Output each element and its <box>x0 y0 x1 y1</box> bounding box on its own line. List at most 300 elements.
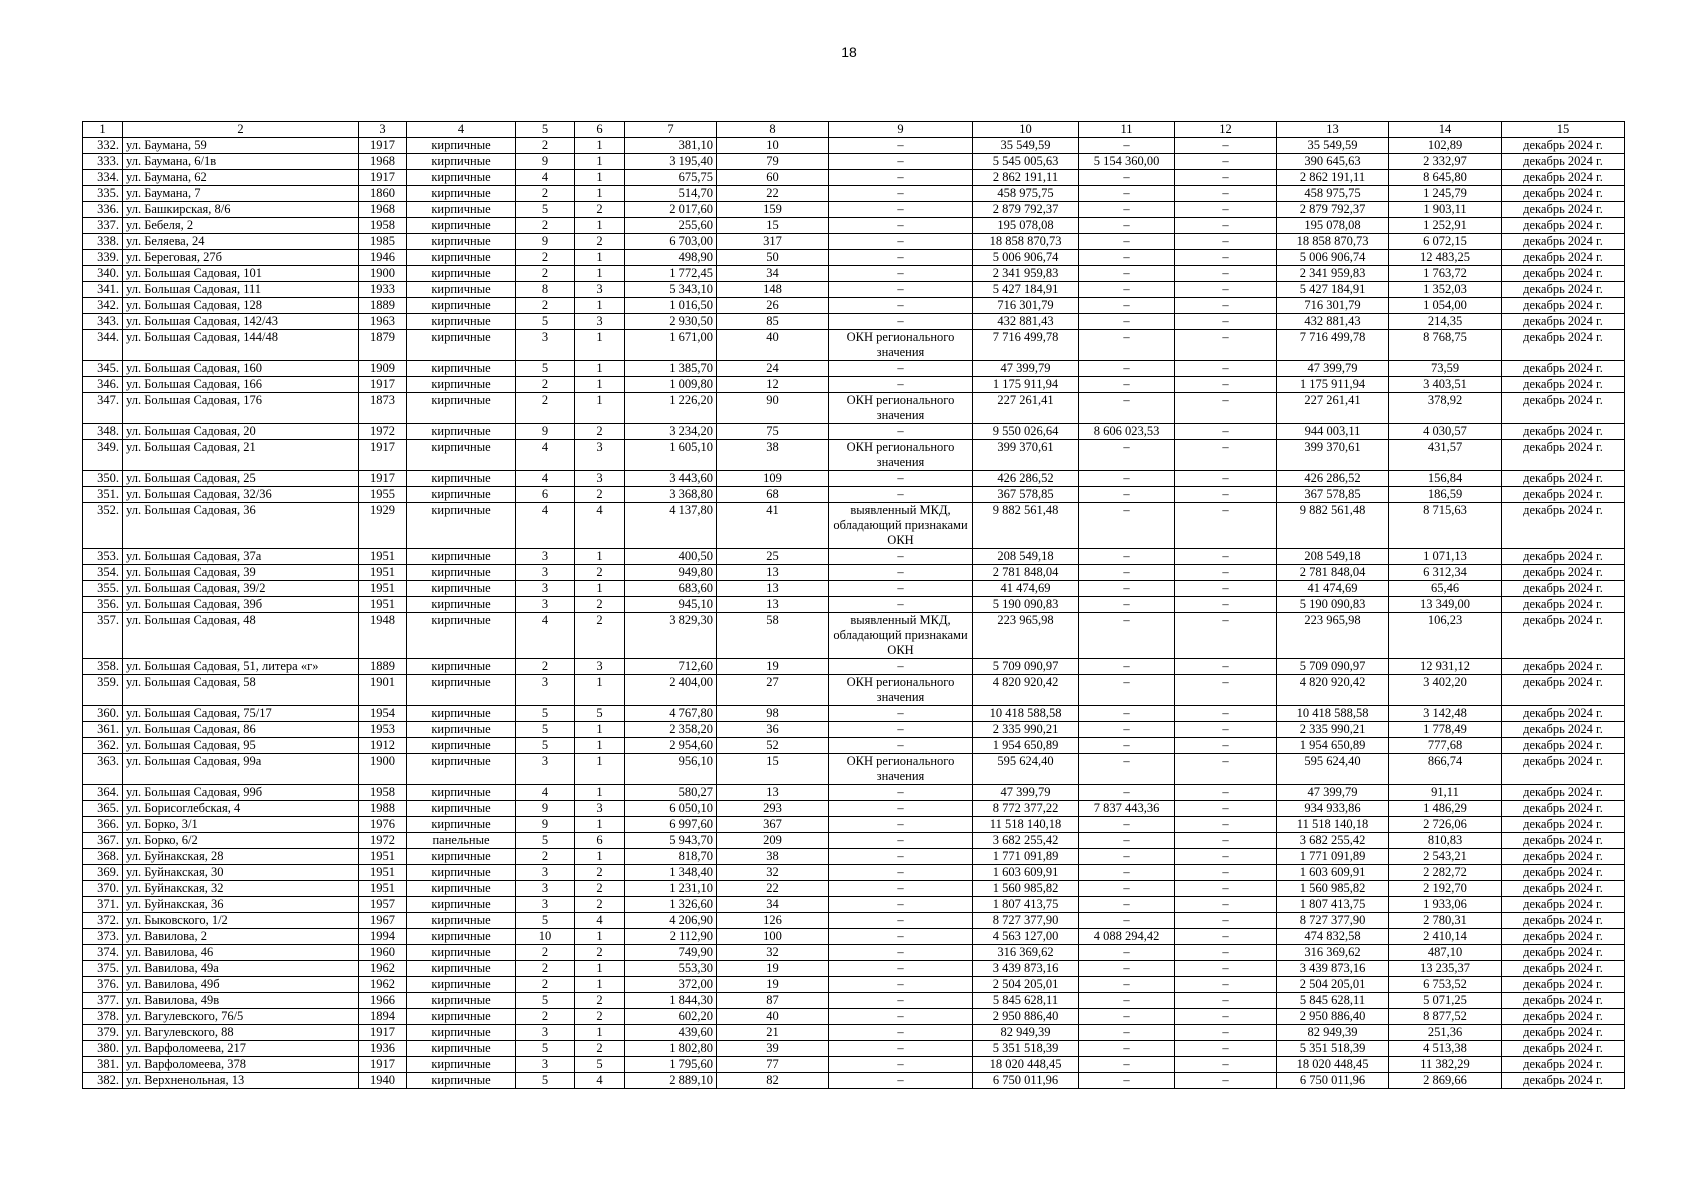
floors-cell: 2 <box>516 945 575 961</box>
floors-cell: 8 <box>516 282 575 298</box>
heritage-status-cell: – <box>829 218 973 234</box>
entrances-cell: 1 <box>575 170 625 186</box>
deadline-cell: декабрь 2024 г. <box>1502 298 1625 314</box>
heritage-status-cell: – <box>829 1009 973 1025</box>
table-row <box>83 613 1625 659</box>
address-cell: ул. Большая Садовая, 144/48 <box>123 330 359 361</box>
entrances-cell: 1 <box>575 754 625 785</box>
wall-material-cell: кирпичные <box>407 1057 516 1073</box>
cost-per-sqm-cell: 4 513,38 <box>1389 1041 1502 1057</box>
area-cell: 602,20 <box>625 1009 717 1025</box>
floors-cell: 2 <box>516 266 575 282</box>
address-cell: ул. Варфоломеева, 378 <box>123 1057 359 1073</box>
build-year-cell: 1909 <box>359 361 407 377</box>
address-cell: ул. Большая Садовая, 99а <box>123 754 359 785</box>
row-number-cell: 367. <box>83 833 123 849</box>
cost-other-cell: – <box>1175 330 1277 361</box>
floors-cell: 2 <box>516 393 575 424</box>
heritage-status-cell: – <box>829 234 973 250</box>
deadline-cell: декабрь 2024 г. <box>1502 1073 1625 1089</box>
header-cell-wall-material: 4 <box>407 122 516 138</box>
address-cell: ул. Большая Садовая, 32/36 <box>123 487 359 503</box>
entrances-cell: 1 <box>575 377 625 393</box>
cost-fund-cell: 8 606 023,53 <box>1079 424 1175 440</box>
area-cell: 2 112,90 <box>625 929 717 945</box>
build-year-cell: 1954 <box>359 706 407 722</box>
cost-fund-cell: – <box>1079 377 1175 393</box>
row-number-cell: 378. <box>83 1009 123 1025</box>
heritage-status-cell: – <box>829 801 973 817</box>
row-number-cell: 364. <box>83 785 123 801</box>
heritage-status-cell: выявленный МКД, обладающий признаками ОКН <box>829 613 973 659</box>
row-number-cell: 351. <box>83 487 123 503</box>
table-row <box>83 1025 1625 1041</box>
entrances-cell: 2 <box>575 424 625 440</box>
address-cell: ул. Большая Садовая, 128 <box>123 298 359 314</box>
entrances-cell: 1 <box>575 785 625 801</box>
heritage-status-cell: – <box>829 722 973 738</box>
cost-other-cell: – <box>1175 597 1277 613</box>
cost-per-sqm-cell: 3 403,51 <box>1389 377 1502 393</box>
area-cell: 1 009,80 <box>625 377 717 393</box>
table-row <box>83 266 1625 282</box>
table-row <box>83 549 1625 565</box>
build-year-cell: 1917 <box>359 377 407 393</box>
wall-material-cell: кирпичные <box>407 754 516 785</box>
build-year-cell: 1948 <box>359 613 407 659</box>
cost-other-cell: – <box>1175 913 1277 929</box>
floors-cell: 2 <box>516 218 575 234</box>
entrances-cell: 3 <box>575 314 625 330</box>
cost-other-cell: – <box>1175 424 1277 440</box>
cost-remaining-cell: 5 427 184,91 <box>1277 282 1389 298</box>
row-number-cell: 339. <box>83 250 123 266</box>
cost-fund-cell: – <box>1079 785 1175 801</box>
heritage-status-cell: – <box>829 993 973 1009</box>
cost-fund-cell: – <box>1079 549 1175 565</box>
cost-total-cell: 5 845 628,11 <box>973 993 1079 1009</box>
header-cell-row-number: 1 <box>83 122 123 138</box>
floors-cell: 9 <box>516 817 575 833</box>
cost-per-sqm-cell: 777,68 <box>1389 738 1502 754</box>
address-cell: ул. Баумана, 6/1в <box>123 154 359 170</box>
cost-total-cell: 1 807 413,75 <box>973 897 1079 913</box>
header-cell-cost-total: 10 <box>973 122 1079 138</box>
entrances-cell: 2 <box>575 202 625 218</box>
build-year-cell: 1972 <box>359 424 407 440</box>
address-cell: ул. Большая Садовая, 39б <box>123 597 359 613</box>
entrances-cell: 1 <box>575 722 625 738</box>
cost-other-cell: – <box>1175 801 1277 817</box>
floors-cell: 5 <box>516 314 575 330</box>
deadline-cell: декабрь 2024 г. <box>1502 613 1625 659</box>
heritage-status-cell: – <box>829 738 973 754</box>
row-number-cell: 365. <box>83 801 123 817</box>
heritage-status-cell: – <box>829 471 973 487</box>
area-cell: 1 795,60 <box>625 1057 717 1073</box>
floors-cell: 4 <box>516 170 575 186</box>
cost-total-cell: 8 727 377,90 <box>973 913 1079 929</box>
entrances-cell: 1 <box>575 154 625 170</box>
entrances-cell: 1 <box>575 961 625 977</box>
heritage-status-cell: – <box>829 282 973 298</box>
residents-cell: 41 <box>717 503 829 549</box>
row-number-cell: 352. <box>83 503 123 549</box>
floors-cell: 2 <box>516 377 575 393</box>
build-year-cell: 1985 <box>359 234 407 250</box>
area-cell: 2 954,60 <box>625 738 717 754</box>
wall-material-cell: кирпичные <box>407 424 516 440</box>
residents-cell: 38 <box>717 440 829 471</box>
deadline-cell: декабрь 2024 г. <box>1502 881 1625 897</box>
heritage-status-cell: – <box>829 865 973 881</box>
entrances-cell: 2 <box>575 597 625 613</box>
heritage-status-cell: – <box>829 424 973 440</box>
residents-cell: 367 <box>717 817 829 833</box>
header-cell-address: 2 <box>123 122 359 138</box>
table-row <box>83 377 1625 393</box>
row-number-cell: 346. <box>83 377 123 393</box>
header-cell-cost-fund: 11 <box>1079 122 1175 138</box>
heritage-status-cell: – <box>829 250 973 266</box>
deadline-cell: декабрь 2024 г. <box>1502 186 1625 202</box>
row-number-cell: 376. <box>83 977 123 993</box>
cost-fund-cell: – <box>1079 361 1175 377</box>
build-year-cell: 1894 <box>359 1009 407 1025</box>
cost-total-cell: 10 418 588,58 <box>973 706 1079 722</box>
entrances-cell: 2 <box>575 945 625 961</box>
wall-material-cell: кирпичные <box>407 298 516 314</box>
address-cell: ул. Большая Садовая, 20 <box>123 424 359 440</box>
build-year-cell: 1953 <box>359 722 407 738</box>
build-year-cell: 1901 <box>359 675 407 706</box>
build-year-cell: 1860 <box>359 186 407 202</box>
area-cell: 6 997,60 <box>625 817 717 833</box>
table-row <box>83 706 1625 722</box>
area-cell: 1 231,10 <box>625 881 717 897</box>
cost-remaining-cell: 2 950 886,40 <box>1277 1009 1389 1025</box>
heritage-status-cell: – <box>829 945 973 961</box>
cost-total-cell: 7 716 499,78 <box>973 330 1079 361</box>
cost-per-sqm-cell: 810,83 <box>1389 833 1502 849</box>
area-cell: 1 226,20 <box>625 393 717 424</box>
cost-per-sqm-cell: 2 780,31 <box>1389 913 1502 929</box>
table-row <box>83 234 1625 250</box>
residents-cell: 15 <box>717 218 829 234</box>
residents-cell: 22 <box>717 186 829 202</box>
row-number-cell: 363. <box>83 754 123 785</box>
cost-other-cell: – <box>1175 549 1277 565</box>
area-cell: 675,75 <box>625 170 717 186</box>
cost-per-sqm-cell: 2 543,21 <box>1389 849 1502 865</box>
floors-cell: 4 <box>516 503 575 549</box>
cost-total-cell: 18 020 448,45 <box>973 1057 1079 1073</box>
residents-cell: 22 <box>717 881 829 897</box>
cost-other-cell: – <box>1175 785 1277 801</box>
area-cell: 5 343,10 <box>625 282 717 298</box>
residents-cell: 85 <box>717 314 829 330</box>
cost-per-sqm-cell: 2 192,70 <box>1389 881 1502 897</box>
cost-remaining-cell: 458 975,75 <box>1277 186 1389 202</box>
heritage-status-cell: ОКН регионального значения <box>829 675 973 706</box>
cost-total-cell: 316 369,62 <box>973 945 1079 961</box>
residents-cell: 27 <box>717 675 829 706</box>
address-cell: ул. Варфоломеева, 217 <box>123 1041 359 1057</box>
heritage-status-cell: – <box>829 581 973 597</box>
row-number-cell: 379. <box>83 1025 123 1041</box>
table-row <box>83 298 1625 314</box>
cost-fund-cell: – <box>1079 282 1175 298</box>
cost-fund-cell: – <box>1079 977 1175 993</box>
row-number-cell: 357. <box>83 613 123 659</box>
residents-cell: 82 <box>717 1073 829 1089</box>
cost-total-cell: 18 858 870,73 <box>973 234 1079 250</box>
cost-other-cell: – <box>1175 266 1277 282</box>
cost-fund-cell: – <box>1079 170 1175 186</box>
row-number-cell: 337. <box>83 218 123 234</box>
cost-total-cell: 195 078,08 <box>973 218 1079 234</box>
wall-material-cell: кирпичные <box>407 202 516 218</box>
cost-per-sqm-cell: 106,23 <box>1389 613 1502 659</box>
wall-material-cell: кирпичные <box>407 471 516 487</box>
cost-fund-cell: – <box>1079 487 1175 503</box>
entrances-cell: 2 <box>575 613 625 659</box>
heritage-status-cell: ОКН регионального значения <box>829 754 973 785</box>
floors-cell: 9 <box>516 801 575 817</box>
deadline-cell: декабрь 2024 г. <box>1502 170 1625 186</box>
table-row <box>83 659 1625 675</box>
entrances-cell: 1 <box>575 361 625 377</box>
residents-cell: 13 <box>717 597 829 613</box>
residents-cell: 19 <box>717 977 829 993</box>
cost-total-cell: 367 578,85 <box>973 487 1079 503</box>
cost-remaining-cell: 18 858 870,73 <box>1277 234 1389 250</box>
build-year-cell: 1968 <box>359 202 407 218</box>
cost-remaining-cell: 5 845 628,11 <box>1277 993 1389 1009</box>
deadline-cell: декабрь 2024 г. <box>1502 754 1625 785</box>
deadline-cell: декабрь 2024 г. <box>1502 977 1625 993</box>
wall-material-cell: кирпичные <box>407 282 516 298</box>
floors-cell: 5 <box>516 706 575 722</box>
wall-material-cell: кирпичные <box>407 581 516 597</box>
cost-other-cell: – <box>1175 977 1277 993</box>
build-year-cell: 1917 <box>359 471 407 487</box>
table-row <box>83 361 1625 377</box>
cost-per-sqm-cell: 8 768,75 <box>1389 330 1502 361</box>
cost-fund-cell: – <box>1079 722 1175 738</box>
cost-per-sqm-cell: 1 352,03 <box>1389 282 1502 298</box>
cost-fund-cell: – <box>1079 738 1175 754</box>
area-cell: 1 385,70 <box>625 361 717 377</box>
heritage-status-cell: – <box>829 977 973 993</box>
wall-material-cell: кирпичные <box>407 613 516 659</box>
floors-cell: 2 <box>516 659 575 675</box>
row-number-cell: 382. <box>83 1073 123 1089</box>
address-cell: ул. Борко, 3/1 <box>123 817 359 833</box>
cost-remaining-cell: 432 881,43 <box>1277 314 1389 330</box>
cost-per-sqm-cell: 1 933,06 <box>1389 897 1502 913</box>
cost-remaining-cell: 2 341 959,83 <box>1277 266 1389 282</box>
heritage-status-cell: – <box>829 929 973 945</box>
residents-cell: 109 <box>717 471 829 487</box>
table-row <box>83 913 1625 929</box>
cost-per-sqm-cell: 1 486,29 <box>1389 801 1502 817</box>
cost-fund-cell: – <box>1079 1009 1175 1025</box>
residents-cell: 77 <box>717 1057 829 1073</box>
heritage-status-cell: – <box>829 881 973 897</box>
residents-cell: 34 <box>717 897 829 913</box>
deadline-cell: декабрь 2024 г. <box>1502 250 1625 266</box>
residents-cell: 13 <box>717 565 829 581</box>
table-row <box>83 314 1625 330</box>
cost-other-cell: – <box>1175 1041 1277 1057</box>
address-cell: ул. Большая Садовая, 58 <box>123 675 359 706</box>
table-row <box>83 597 1625 613</box>
cost-remaining-cell: 595 624,40 <box>1277 754 1389 785</box>
table-row <box>83 801 1625 817</box>
wall-material-cell: кирпичные <box>407 154 516 170</box>
cost-other-cell: – <box>1175 945 1277 961</box>
entrances-cell: 4 <box>575 1073 625 1089</box>
address-cell: ул. Буйнакская, 32 <box>123 881 359 897</box>
table-row <box>83 154 1625 170</box>
cost-other-cell: – <box>1175 849 1277 865</box>
build-year-cell: 1988 <box>359 801 407 817</box>
header-row <box>83 122 1625 138</box>
cost-total-cell: 1 560 985,82 <box>973 881 1079 897</box>
entrances-cell: 4 <box>575 913 625 929</box>
table-row <box>83 1041 1625 1057</box>
cost-remaining-cell: 8 727 377,90 <box>1277 913 1389 929</box>
residents-cell: 10 <box>717 138 829 154</box>
row-number-cell: 332. <box>83 138 123 154</box>
floors-cell: 5 <box>516 1041 575 1057</box>
table-row <box>83 817 1625 833</box>
wall-material-cell: кирпичные <box>407 314 516 330</box>
cost-per-sqm-cell: 73,59 <box>1389 361 1502 377</box>
row-number-cell: 372. <box>83 913 123 929</box>
row-number-cell: 335. <box>83 186 123 202</box>
wall-material-cell: кирпичные <box>407 1009 516 1025</box>
floors-cell: 2 <box>516 138 575 154</box>
floors-cell: 3 <box>516 549 575 565</box>
area-cell: 498,90 <box>625 250 717 266</box>
floors-cell: 2 <box>516 250 575 266</box>
cost-fund-cell: – <box>1079 945 1175 961</box>
deadline-cell: декабрь 2024 г. <box>1502 817 1625 833</box>
cost-fund-cell: – <box>1079 330 1175 361</box>
header-cell-build-year: 3 <box>359 122 407 138</box>
wall-material-cell: кирпичные <box>407 849 516 865</box>
deadline-cell: декабрь 2024 г. <box>1502 581 1625 597</box>
address-cell: ул. Буйнакская, 36 <box>123 897 359 913</box>
cost-remaining-cell: 1 771 091,89 <box>1277 849 1389 865</box>
heritage-status-cell: выявленный МКД, обладающий признаками ОКН <box>829 503 973 549</box>
cost-total-cell: 2 341 959,83 <box>973 266 1079 282</box>
cost-total-cell: 9 882 561,48 <box>973 503 1079 549</box>
entrances-cell: 6 <box>575 833 625 849</box>
table-row <box>83 581 1625 597</box>
residents-cell: 21 <box>717 1025 829 1041</box>
cost-total-cell: 41 474,69 <box>973 581 1079 597</box>
residents-cell: 60 <box>717 170 829 186</box>
cost-total-cell: 595 624,40 <box>973 754 1079 785</box>
entrances-cell: 1 <box>575 393 625 424</box>
cost-remaining-cell: 7 716 499,78 <box>1277 330 1389 361</box>
floors-cell: 3 <box>516 330 575 361</box>
floors-cell: 3 <box>516 881 575 897</box>
deadline-cell: декабрь 2024 г. <box>1502 833 1625 849</box>
entrances-cell: 3 <box>575 471 625 487</box>
address-cell: ул. Большая Садовая, 101 <box>123 266 359 282</box>
cost-other-cell: – <box>1175 234 1277 250</box>
floors-cell: 5 <box>516 833 575 849</box>
build-year-cell: 1957 <box>359 897 407 913</box>
build-year-cell: 1951 <box>359 549 407 565</box>
cost-per-sqm-cell: 866,74 <box>1389 754 1502 785</box>
table-row <box>83 218 1625 234</box>
area-cell: 2 358,20 <box>625 722 717 738</box>
cost-fund-cell: – <box>1079 266 1175 282</box>
cost-total-cell: 47 399,79 <box>973 361 1079 377</box>
table-row <box>83 833 1625 849</box>
cost-total-cell: 5 427 184,91 <box>973 282 1079 298</box>
cost-per-sqm-cell: 1 778,49 <box>1389 722 1502 738</box>
table-row <box>83 865 1625 881</box>
heritage-status-cell: – <box>829 314 973 330</box>
deadline-cell: декабрь 2024 г. <box>1502 706 1625 722</box>
area-cell: 949,80 <box>625 565 717 581</box>
residents-cell: 32 <box>717 945 829 961</box>
cost-other-cell: – <box>1175 833 1277 849</box>
cost-other-cell: – <box>1175 817 1277 833</box>
address-cell: ул. Вагулевского, 76/5 <box>123 1009 359 1025</box>
table-row <box>83 1073 1625 1089</box>
cost-per-sqm-cell: 8 715,63 <box>1389 503 1502 549</box>
cost-other-cell: – <box>1175 503 1277 549</box>
header-cell-entrances: 6 <box>575 122 625 138</box>
wall-material-cell: кирпичные <box>407 234 516 250</box>
residents-cell: 24 <box>717 361 829 377</box>
floors-cell: 3 <box>516 675 575 706</box>
heritage-status-cell: – <box>829 186 973 202</box>
cost-remaining-cell: 2 504 205,01 <box>1277 977 1389 993</box>
row-number-cell: 340. <box>83 266 123 282</box>
row-number-cell: 374. <box>83 945 123 961</box>
deadline-cell: декабрь 2024 г. <box>1502 565 1625 581</box>
residents-cell: 12 <box>717 377 829 393</box>
address-cell: ул. Большая Садовая, 36 <box>123 503 359 549</box>
wall-material-cell: кирпичные <box>407 977 516 993</box>
cost-per-sqm-cell: 12 483,25 <box>1389 250 1502 266</box>
deadline-cell: декабрь 2024 г. <box>1502 234 1625 250</box>
deadline-cell: декабрь 2024 г. <box>1502 440 1625 471</box>
deadline-cell: декабрь 2024 г. <box>1502 1057 1625 1073</box>
cost-other-cell: – <box>1175 154 1277 170</box>
build-year-cell: 1900 <box>359 754 407 785</box>
cost-total-cell: 5 709 090,97 <box>973 659 1079 675</box>
table-row <box>83 977 1625 993</box>
cost-fund-cell: – <box>1079 1041 1175 1057</box>
row-number-cell: 341. <box>83 282 123 298</box>
build-year-cell: 1951 <box>359 597 407 613</box>
residents-cell: 40 <box>717 330 829 361</box>
wall-material-cell: кирпичные <box>407 218 516 234</box>
cost-total-cell: 432 881,43 <box>973 314 1079 330</box>
row-number-cell: 336. <box>83 202 123 218</box>
cost-fund-cell: – <box>1079 659 1175 675</box>
cost-per-sqm-cell: 1 054,00 <box>1389 298 1502 314</box>
